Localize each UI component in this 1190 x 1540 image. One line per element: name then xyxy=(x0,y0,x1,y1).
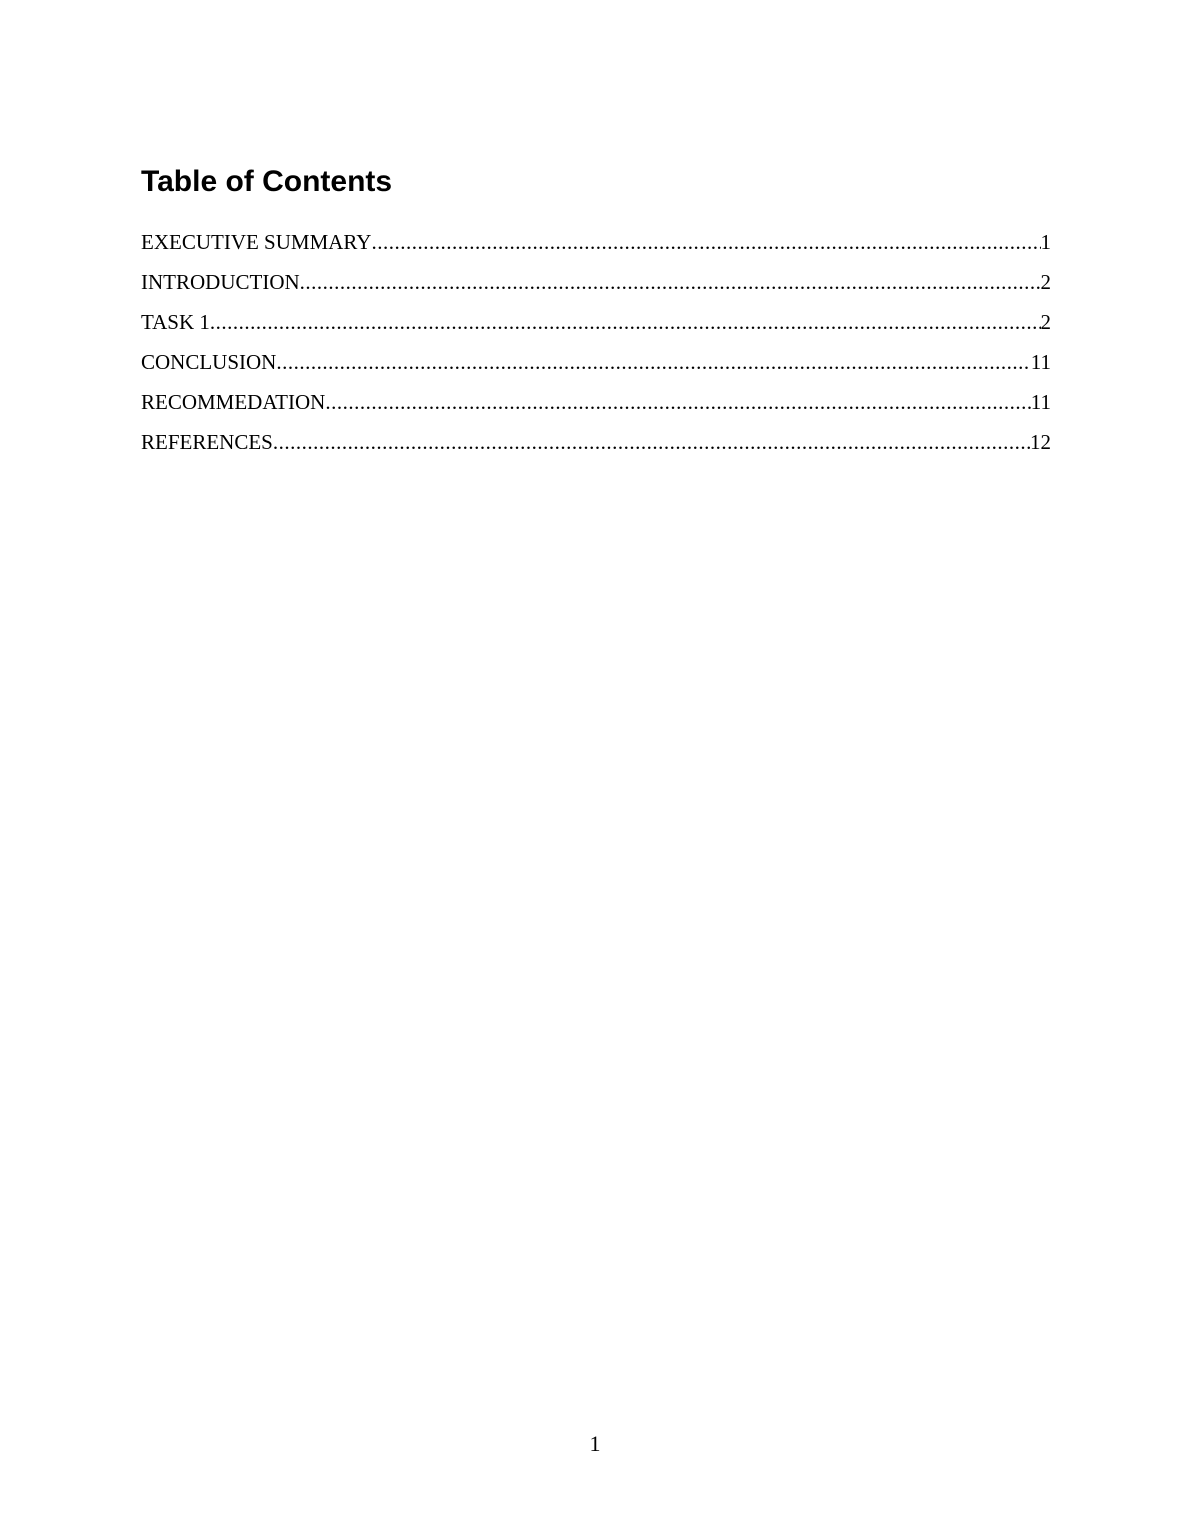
toc-entry-page: 12 xyxy=(1030,430,1051,454)
toc-dot-leader xyxy=(273,428,1030,456)
toc-entry-label: INTRODUCTION xyxy=(141,270,300,294)
page-number: 1 xyxy=(589,1431,601,1456)
toc-entry-page: 2 xyxy=(1040,270,1051,294)
toc-entry-label: CONCLUSION xyxy=(141,350,277,374)
toc-dot-leader xyxy=(325,388,1030,416)
toc-entry-page: 2 xyxy=(1040,310,1051,334)
toc-dot-leader xyxy=(276,348,1030,376)
toc-heading: Table of Contents xyxy=(141,165,393,198)
toc-entry-label: REFERENCES xyxy=(141,430,273,454)
toc-entry-page: 11 xyxy=(1030,390,1051,414)
toc-entry-page: 1 xyxy=(1040,230,1051,254)
toc-entry-page: 11 xyxy=(1030,350,1051,374)
toc-dot-leader xyxy=(300,268,1041,296)
toc-entry-executive-summary[interactable] xyxy=(141,228,1051,268)
toc-entry-label: RECOMMEDATION xyxy=(141,390,326,414)
toc-entry-label: EXECUTIVE SUMMARY xyxy=(141,230,372,254)
toc-dot-leader xyxy=(371,228,1040,256)
toc-list xyxy=(141,228,1051,468)
toc-dot-leader xyxy=(210,308,1041,336)
toc-entry-introduction[interactable] xyxy=(141,268,1051,308)
toc-entry-recommedation[interactable] xyxy=(141,388,1051,428)
toc-entry-references[interactable] xyxy=(141,428,1051,468)
toc-entry-task-1[interactable] xyxy=(141,308,1051,348)
toc-entry-label: TASK 1 xyxy=(141,310,210,334)
toc-entry-conclusion[interactable] xyxy=(141,348,1051,388)
